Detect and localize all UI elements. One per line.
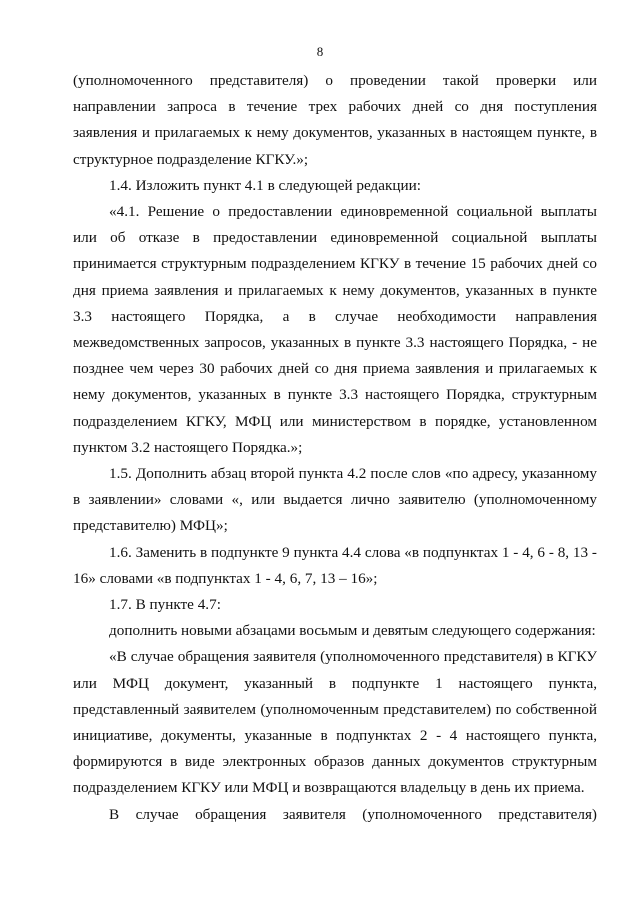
paragraph-item-1-6: 1.6. Заменить в подпункте 9 пункта 4.4 слова «в подпунктах 1 - 4, 6 - 8, 13 - 16» словами «в подпунктах 1 - 4, 6, 7, 13 – 16»; (73, 543, 597, 587)
document-body (73, 68, 597, 828)
paragraph-quote-4-1: «4.1. Решение о предоставлении единовременной социальной выплаты или об отказе в предоставлении единовременной социальной выплаты принимается структурным подразделением КГКУ в течение 15 рабочих дней со дня приема заявления и прилагаемых к нему документов, указанных в пункте 3.3 настоящего Порядка, а в случае необходимости направления межведомственных запросов, указанных в пункте 3.3 настоящего Порядка, - не позднее чем через 30 рабочих дней со дня приема заявления и прилагаемых к нему документов, указанных в пункте 3.3 настоящего Порядка, структурным подразделением КГКУ, МФЦ или министерством в порядке, установленном пунктом 3.2 настоящего Порядка.»; (73, 203, 597, 456)
paragraph-quote-new-9: В случае обращения заявителя (уполномоченного представителя) (109, 805, 597, 823)
paragraph-continuation: (уполномоченного представителя) о проведении такой проверки или направлении запроса в течение трех рабочих дней со дня поступления заявления и прилагаемых к нему документов, указанных в настоящем пункте, в структурное подразделение КГКУ.»; (73, 72, 597, 168)
paragraph-item-1-7: 1.7. В пункте 4.7: (109, 596, 221, 614)
paragraph-item-1-5: 1.5. Дополнить абзац второй пункта 4.2 после слов «по адресу, указанному в заявлении» словами «, или выдается лично заявителю (уполномоченному представителю) МФЦ»; (73, 465, 597, 535)
paragraph-quote-new-8: «В случае обращения заявителя (уполномоченного представителя) в КГКУ или МФЦ документ, указанный в подпункте 1 настоящего пункта, представленный заявителем (уполномоченным представителем) по собственной инициативе, документы, указанные в подпунктах 2 - 4 настоящего пункта, формируются в виде электронных образов данных документов структурным подразделением КГКУ или МФЦ и возвращаются владельцу в день их приема. (73, 648, 597, 797)
paragraph-item-1-4: 1.4. Изложить пункт 4.1 в следующей редакции: (109, 176, 422, 194)
paragraph-add-paragraphs: дополнить новыми абзацами восьмым и девятым следующего содержания: (109, 622, 596, 640)
page-number: 8 (316, 44, 324, 59)
